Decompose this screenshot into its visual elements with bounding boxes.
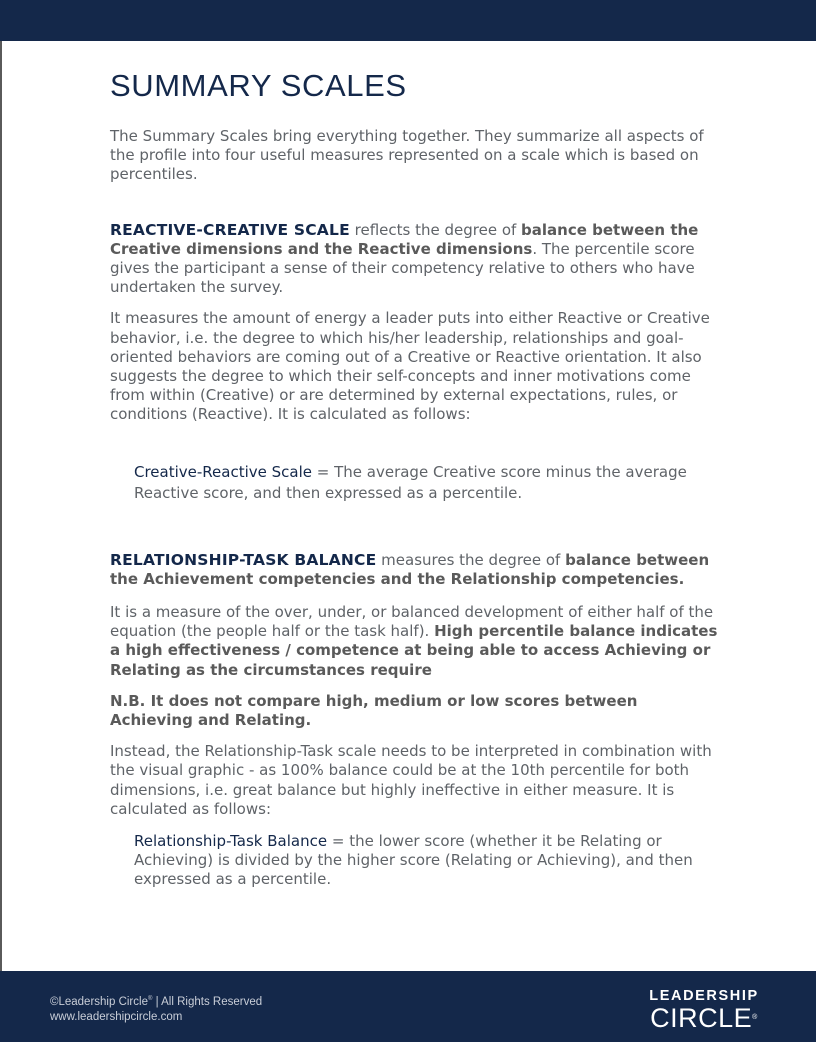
footer-rights: | All Rights Reserved	[152, 995, 263, 1008]
footer-registered-mark: ®	[147, 996, 153, 1002]
footer-copyright-name: ©Leadership Circle	[50, 995, 148, 1008]
logo-bottom-line	[641, 1004, 767, 1032]
top-banner	[0, 0, 816, 41]
footer-website: www.leadershipcircle.com	[50, 1010, 183, 1023]
page-edge-line	[0, 41, 2, 971]
reactive-creative-lead-paragraph	[110, 221, 720, 298]
relationship-task-formula-term: Relationship-Task Balance	[134, 832, 328, 851]
intro-paragraph: The Summary Scales bring everything together. They summarize all aspects of the profile into four useful measures represented on a scale which is based on percentiles.	[110, 127, 704, 184]
relationship-task-interpretation: Instead, the Relationship-Task scale needs to be interpreted in combination with the visual graphic - as 100% balance could be at the 10th percentile for both dimensions, i.e. great balance but highly ineffective in either measure. It is calculated as follows:	[110, 742, 712, 818]
relationship-task-bold-text: balance between the Achievement competencies and the Relationship competencies.	[110, 550, 710, 588]
nb-note: N.B. It does not compare high, medium or low scores between Achieving and Relating.	[110, 691, 638, 730]
relationship-task-formula-text: = the lower score (whether it be Relating or Achieving) is divided by the higher score (Relating or Achieving), and then expressed as a percentile.	[134, 832, 693, 889]
reactive-creative-lead-text: reflects the degree of	[349, 220, 522, 239]
creative-reactive-formula-text: = The average Creative score minus the average Reactive score, and then expressed as a percentile.	[134, 462, 687, 502]
creative-reactive-formula	[134, 462, 720, 504]
relationship-task-heading: RELATIONSHIP-TASK BALANCE	[110, 550, 377, 569]
relationship-task-description-text: It is a measure of the over, under, or balanced development of either half of the equation (the people half or the task half).	[110, 603, 714, 641]
leadership-circle-logo	[641, 988, 767, 1032]
relationship-task-description	[110, 603, 720, 680]
main-content	[110, 68, 720, 890]
footer-info	[50, 992, 262, 1025]
reactive-creative-heading: REACTIVE-CREATIVE SCALE	[110, 220, 350, 239]
relationship-task-description-bold: High percentile balance indicates a high effectiveness / competence at being able to access Achieving or Relating as the circumstances require	[110, 622, 718, 679]
logo-registered-mark: ®	[752, 1014, 758, 1021]
logo-top-text: LEADERSHIP	[649, 988, 759, 1004]
logo-bottom-text: CIRCLE	[650, 1003, 753, 1033]
footer	[0, 971, 816, 1042]
relationship-task-lead-paragraph	[110, 551, 720, 589]
relationship-task-formula	[134, 832, 720, 890]
footer-copyright	[50, 992, 262, 1010]
reactive-creative-description: It measures the amount of energy a leader puts into either Reactive or Creative behavior, i.e. the degree to which his/her leadership, relationships and goal-oriented behaviors are coming out of a Creative or Reactive orientation. It also suggests the degree to which their self-concepts and inner motivations come from within (Creative) or are determined by external expectations, rules, or conditions (Reactive). It is calculated as follows:	[110, 309, 710, 424]
page-title: SUMMARY SCALES	[110, 68, 407, 103]
relationship-task-lead-text: measures the degree of	[376, 550, 566, 569]
creative-reactive-formula-term: Creative-Reactive Scale	[134, 462, 312, 481]
reactive-creative-lead-text-2: . The percentile score gives the participant a sense of their competency relative to others who have undertaken the survey.	[110, 239, 695, 297]
reactive-creative-bold-text: balance between the Creative dimensions and the Reactive dimensions	[110, 220, 699, 258]
